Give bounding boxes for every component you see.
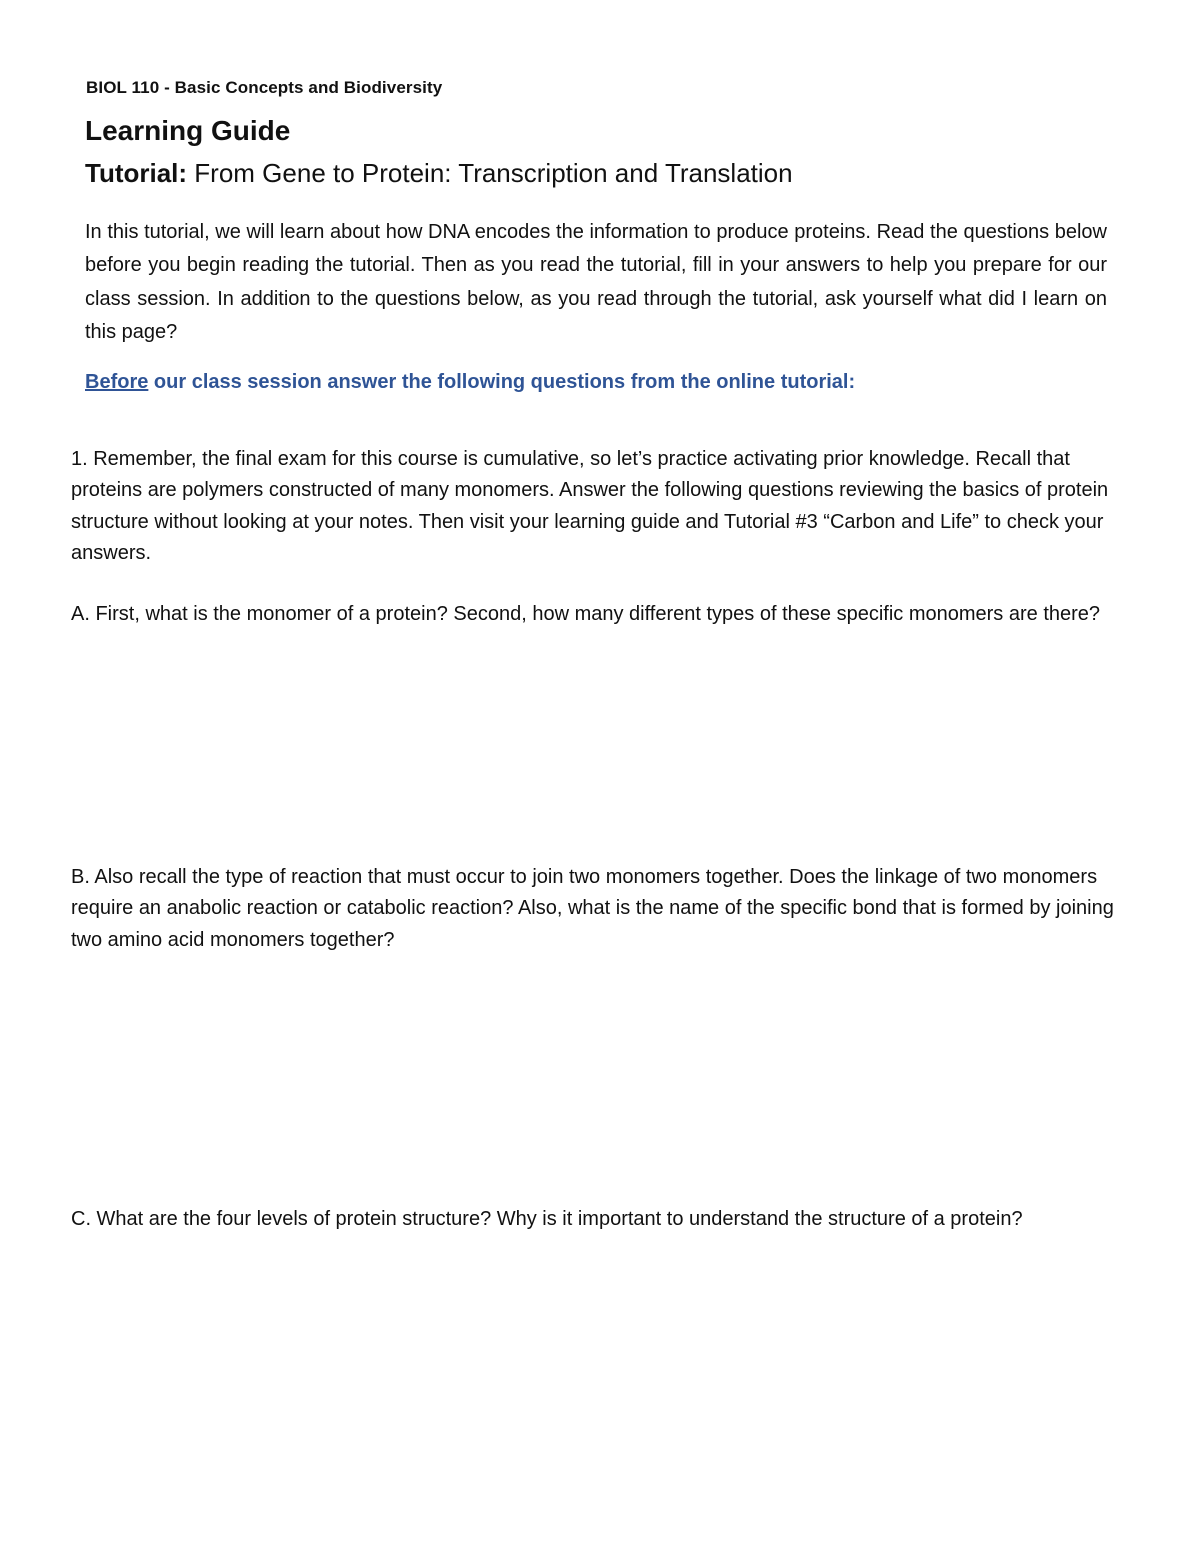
answer-space-a[interactable]: [71, 665, 1131, 845]
tutorial-name: From Gene to Protein: Transcription and Translation: [194, 158, 793, 188]
instruction-emphasis: Before: [85, 371, 149, 393]
tutorial-label: Tutorial:: [85, 158, 188, 188]
question-c: C. What are the four levels of protein structure? Why is it important to understand the structure of a protein?: [71, 1208, 1023, 1230]
learning-guide-heading: Learning Guide: [85, 115, 291, 146]
question-a: A. First, what is the monomer of a protein? Second, how many different types of these specific monomers are there?: [71, 603, 1101, 625]
answer-space-b[interactable]: [71, 960, 1131, 1190]
question-b: B. Also recall the type of reaction that must occur to join two monomers together. Does the linkage of two monomers require an anabolic reaction or catabolic reaction? Also, what is the name of the specific bond that is formed by joining two amino acid monomers together?: [71, 866, 1114, 951]
answer-space-c[interactable]: [71, 1240, 1131, 1520]
intro-paragraph: In this tutorial, we will learn about how DNA encodes the information to produce proteins. Read the questions below before you begin reading the tutorial. Then as you read the tutorial, fill in your answers to help you prepare for our class session. In addition to the questions below, as you read through the tutorial, ask yourself what did I learn on this page?: [85, 221, 1107, 343]
tutorial-heading: [85, 158, 793, 189]
instruction-line: [85, 371, 855, 394]
instruction-text: our class session answer the following questions from the online tutorial:: [148, 371, 856, 393]
course-title: BIOL 110 - Basic Concepts and Biodiversity: [86, 78, 443, 97]
question-1: 1. Remember, the final exam for this course is cumulative, so let’s practice activating prior knowledge. Recall that proteins are polymers constructed of many monomers. Answer the following questions reviewing the basics of protein structure without looking at your notes. Then visit your learning guide and Tutorial #3 “Carbon and Life” to check your answers.: [71, 448, 1109, 564]
